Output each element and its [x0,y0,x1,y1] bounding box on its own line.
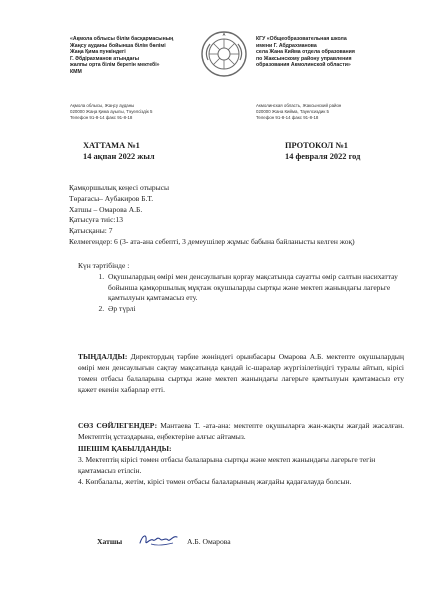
decided-item-number: 3. [78,455,84,464]
signature-role: Хатшы [97,537,123,546]
meeting-chair: Төрағасы– Аубакиров Б.Т. [69,193,154,203]
doc-title-ru: ПРОТОКОЛ №1 [285,141,348,150]
header-right-line: имени Г. Абдрахманова [256,42,317,49]
header-right-line: по Жаксынскому району управления [256,55,352,62]
spoke-label: СӨЗ СӨЙЛЕГЕНДЕР: [78,421,158,430]
address-left-line: 020000 Жаңа Қима ауылы, Тәуелсіздік 5 [70,109,153,114]
header-left-line: Г. Әбдірахманов атындағы [70,55,140,62]
decided-item [78,476,404,487]
agenda-title: Күн тәртібінде : [78,261,130,270]
agenda-item: 1. Оқушылардың өмірі мен денсаулығын қорғау мақсатында сауатты өмір салтын насихаттау бойынша қамқоршылық мұқтаж оқушыларды сыртқы және мектеп жанындағы лагерьге қамтылуын қамтамасыз ету. [106,272,402,304]
meeting-secretary: Хатшы – Омарова А.Б. [69,204,143,214]
decided-item-text: Көпбалалы, жетім, кірісі төмен отбасы балаларының жағдайы қадағалауда болсын. [85,477,352,486]
address-left-line: Ақмола облысы, Жаңсу ауданы [70,103,135,108]
signature-name: А.Б. Омарова [187,537,231,546]
handwritten-signature-icon [137,531,181,549]
header-left-line: КММ [70,68,82,75]
doc-number-ru [285,140,360,162]
address-right-line: Акмолинская область, Жаксынский район [256,103,342,108]
header-left [70,36,190,76]
header-right-line: села Жана Кийма отдела образования [256,49,355,56]
address-right-line: 020000 Жана Кийма, Тауелсиздик 5 [256,109,329,114]
address-left [70,103,190,121]
header-right-line: КГУ «Общеобразовательная школа [256,36,347,42]
doc-date-ru: 14 февраля 2022 год [285,152,361,161]
meeting-absent: Келмегендер: 6 (3- ата-ана себепті, 3 демеушілер жұмыс бабына байланысты келген жоқ) [69,236,355,246]
spoke-section [78,420,404,442]
heard-label: ТЫҢДАЛДЫ: [78,352,128,361]
heard-section [78,351,404,395]
decided-item-text: Мектептің кірісі төмен отбасы балаларына сыртқы және мектеп жанындағы лагерьге тегін қамтамасыз етілсін. [78,455,376,475]
agenda [78,261,402,315]
address-right [256,103,406,121]
decided-title: ШЕШІМ ҚАБЫЛДАНДЫ: [78,444,172,453]
agenda-item: 2. Әр түрлі [106,304,402,315]
decided-item [78,454,404,476]
meeting-members: Қатысуға тиіс:13 [69,215,124,225]
decided-item-number: 4. [78,477,84,486]
agenda-list [78,272,402,315]
state-emblem-icon [200,30,248,78]
meeting-info [69,183,404,248]
header-left-line: «Ақмола облысы білім басқармасының [70,36,174,42]
heard-text: Директордың тәрбие жөніндегі орынбасары Омарова А.Б. мектепте оқушылардың өмірі мен денсаулығын сақтау мақсатында қандай іс-шаралар жүргізілетіндігі туралы айтып, кірісі төмен отбасы балаларына сыртқы және мектеп жанындағы лагерьге қамтылуын қамтамасыз ету қажет екенін хабарлар етті. [78,352,404,394]
doc-title-kz: ХАТТАМА №1 [83,141,140,150]
decided-section [78,454,404,487]
header-left-line: Жаңсу ауданы бойынша білім бөлімі [70,42,166,49]
address-right-line: Телефон 91-8-14 факс 91-8-18 [256,115,319,120]
header-left-line: жалпы орта білім беретін мектебі» [70,62,160,69]
address-left-line: Телефон 91-8-14 факс 91-8-18 [70,115,133,120]
doc-date-kz: 14 ақпан 2022 жыл [83,152,155,161]
spoke-text: Мантаева Т. -ата-ана: мектепте оқушыларға жан-жақты жағдай жасалған. Мектептің ұстаздарына, еңбектеріне алғыс айтамыз. [78,421,404,441]
meeting-present: Қатысқаны: 7 [69,226,113,236]
header-right-line: образования Акмолинской области» [256,62,351,69]
signature-block [97,531,317,551]
header-right [256,36,406,69]
meeting-title: Қамқоршылық кеңесі отырысы [69,183,170,192]
doc-number-kz [83,140,155,162]
header-left-line: Жаңа Қима пункіндегі [70,49,126,56]
